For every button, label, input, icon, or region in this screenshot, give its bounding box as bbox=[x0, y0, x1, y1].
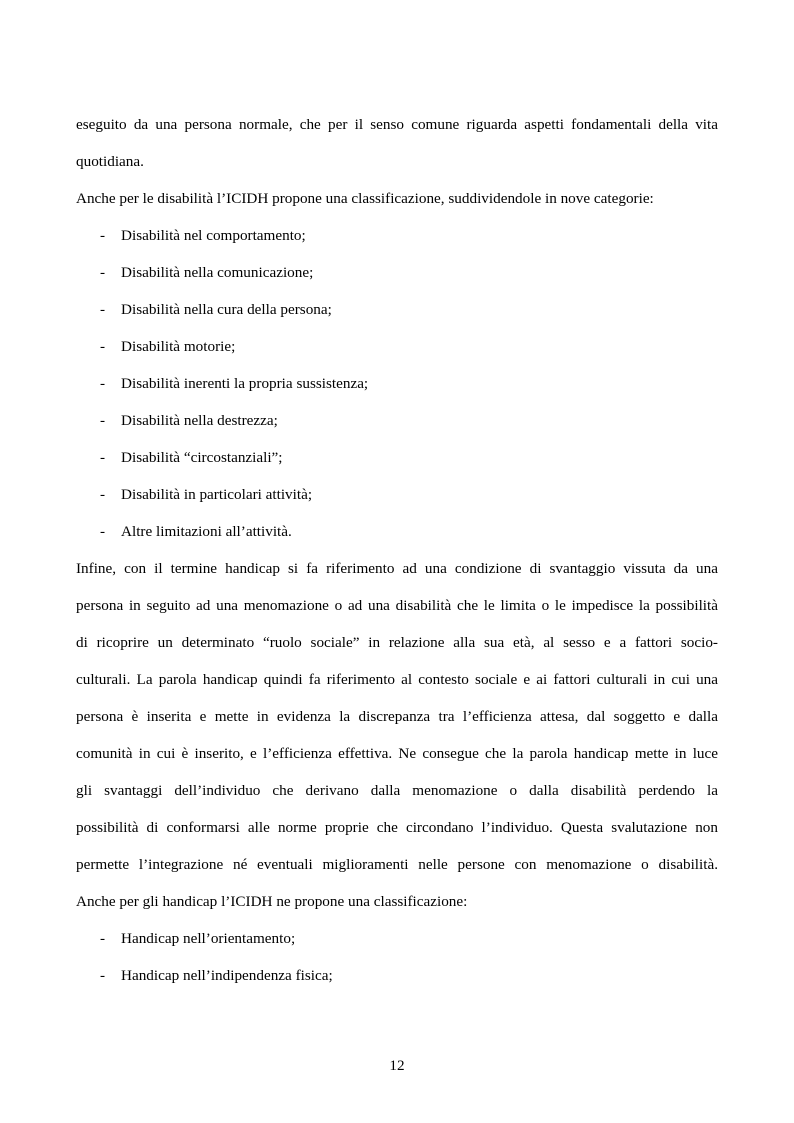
list-item bbox=[76, 444, 718, 481]
page-number: 12 bbox=[389, 1057, 405, 1074]
document-body bbox=[76, 111, 718, 999]
list-item bbox=[76, 333, 718, 370]
paragraph-line: possibilità di conformarsi alle norme proprie che circondano l’individuo. Questa svalutazione non bbox=[76, 819, 718, 836]
list-item-text: Disabilità nel comportamento; bbox=[121, 227, 306, 244]
paragraph-line: Infine, con il termine handicap si fa riferimento ad una condizione di svantaggio vissuta da una bbox=[76, 560, 718, 577]
paragraph-line: gli svantaggi dell’individuo che derivano dalla menomazione o dalla disabilità perdendo la bbox=[76, 782, 718, 799]
bullet-dash: - bbox=[100, 449, 106, 466]
paragraph-line: culturali. La parola handicap quindi fa riferimento al contesto sociale e ai fattori culturali in cui una bbox=[76, 671, 718, 688]
paragraph-line: di ricoprire un determinato “ruolo sociale” in relazione alla sua età, al sesso e a fattori socio- bbox=[76, 634, 718, 651]
list-item-text: Handicap nell’orientamento; bbox=[121, 930, 296, 947]
paragraph-line: persona in seguito ad una menomazione o ad una disabilità che le limita o le impedisce la possibilità bbox=[76, 597, 718, 614]
list-item-text: Handicap nell’indipendenza fisica; bbox=[121, 967, 333, 984]
bullet-dash: - bbox=[100, 930, 106, 947]
list-item-text: Disabilità nella cura della persona; bbox=[121, 301, 332, 318]
bullet-dash: - bbox=[100, 264, 106, 281]
bullet-dash: - bbox=[100, 301, 106, 318]
paragraph-line: comunità in cui è inserito, e l’efficienza effettiva. Ne consegue che la parola handicap mette in luce bbox=[76, 745, 718, 762]
list-item bbox=[76, 296, 718, 333]
list-item bbox=[76, 481, 718, 518]
paragraph-line: persona è inserita e mette in evidenza la discrepanza tra l’efficienza attesa, dal soggetto e dalla bbox=[76, 708, 718, 725]
list-item-text: Disabilità in particolari attività; bbox=[121, 486, 313, 503]
list-item-text: Disabilità nella comunicazione; bbox=[121, 264, 314, 281]
handicap-intro: Anche per gli handicap l’ICIDH ne propone una classificazione: bbox=[76, 893, 468, 910]
list-item-text: Disabilità inerenti la propria sussistenza; bbox=[121, 375, 369, 392]
list-item bbox=[76, 518, 718, 555]
list-item-text: Disabilità nella destrezza; bbox=[121, 412, 278, 429]
bullet-dash: - bbox=[100, 412, 106, 429]
bullet-dash: - bbox=[100, 486, 106, 503]
bullet-dash: - bbox=[100, 375, 106, 392]
list-item-text: Disabilità “circostanziali”; bbox=[121, 449, 283, 466]
paragraph-line: eseguito da una persona normale, che per il senso comune riguarda aspetti fondamentali della vita bbox=[76, 116, 718, 133]
list-item bbox=[76, 259, 718, 296]
list-item-text: Altre limitazioni all’attività. bbox=[121, 523, 292, 540]
list-item bbox=[76, 925, 718, 962]
list-item bbox=[76, 222, 718, 259]
bullet-dash: - bbox=[100, 227, 106, 244]
bullet-dash: - bbox=[100, 523, 106, 540]
list-item bbox=[76, 370, 718, 407]
list-item bbox=[76, 962, 718, 999]
bullet-dash: - bbox=[100, 967, 106, 984]
paragraph-line: quotidiana. bbox=[76, 153, 144, 170]
bullet-dash: - bbox=[100, 338, 106, 355]
paragraph-line: permette l’integrazione né eventuali miglioramenti nelle persone con menomazione o disabilità. bbox=[76, 856, 718, 873]
disabilities-intro: Anche per le disabilità l’ICIDH propone una classificazione, suddividendole in nove categorie: bbox=[76, 190, 654, 207]
list-item bbox=[76, 407, 718, 444]
list-item-text: Disabilità motorie; bbox=[121, 338, 236, 355]
